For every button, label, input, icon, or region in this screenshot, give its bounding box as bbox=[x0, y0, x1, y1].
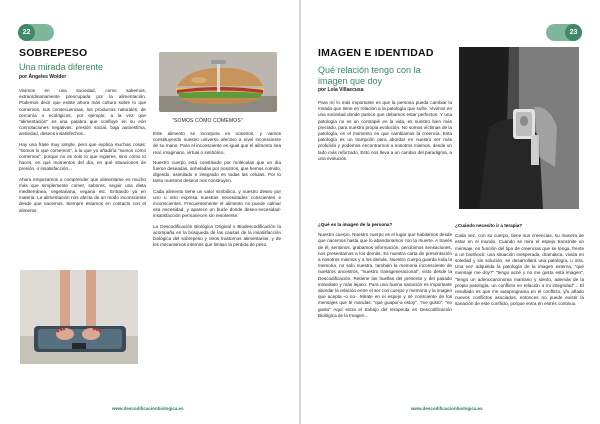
page-number: 22 bbox=[18, 24, 35, 41]
feet-on-scale-illustration bbox=[20, 270, 138, 364]
right-column-2 bbox=[455, 223, 584, 312]
paragraph: La Descodificación Biológica Original o Biodescodificación la acompaña en la búsqueda de las causas de la insatisfacción biológica del sobrepeso y otros trastornos alimentarios, y de los mecanismos internos que limitan la pérdida de peso. bbox=[153, 223, 281, 248]
question-heading: ¿Cuándo necesito ir a terapia? bbox=[455, 223, 523, 228]
intro-paragraph: Para mí lo más importante es que la persona pueda cambiar la mirada que tiene en relación a la patología que sufre. Vivimos en una sociedad donde parece que debamos estar perfectos. Y una patología no es un contrapié en la vida, es nuestro bien más preciado, para nuestra propia evolución. No somos víctimas de la patología, en el momento en que cambiamos la creencia. Esta patología es un trampolín para abordar en nuestro ser más profundo y podemos encontrarnos a nosotros mismos, desde un lado más reforzado. Esto nos lleva a un cambio del paradigma, a una evolución. bbox=[318, 100, 452, 161]
sandwich-illustration bbox=[159, 52, 277, 112]
author-byline: por Ángeles Wolder bbox=[19, 74, 67, 80]
section-title: SOBREPESO bbox=[19, 47, 88, 59]
right-page bbox=[301, 0, 600, 424]
footer-url[interactable]: www.descodificacionbiologica.es bbox=[112, 406, 184, 411]
paragraph: Nuestro cuerpo. Nuestro cuerpo es el lugar que habitamos desde que nacemos hasta que lo abandonamos con la muerte. A través de él, sentimos, grabamos información, percibimos sensaciones, nos presentamos a los demás. Es nuestra carta de presentación a nosotros mismos y a los demás. Nuestro cuerpo guarda toda la memoria, no solo nuestra, también la memoria inconsciente de nuestros ancestros, "nuestro transgeneracional", visto desde la Descodificación. Retiene las huellas del presente y del pasado inmediato y más lejano. Para una buena sanación es importante abordar la relación entre el ser con cuerpo y memoria y la imagen que acepta -o no-. Mirate en el espejo y sé consciente de los mensajes que te mandas: "qué guapo/-a estoy", "me gusto", "no gusto" Aquí entra el trabajo del terapeuta en Descodificación Biológica de la Imagen... bbox=[318, 232, 452, 318]
page-number: 23 bbox=[565, 24, 582, 41]
paragraph: Vivimos en una sociedad, como sabemos, extraordinariamente preocupada por la alimentación. Podemos decir que existe ahora más cultura sobre lo que comemos, sus consecuencias, los productos naturales, de cercanía o ecológicos, por ejemplo; a la vez que "alimentación" es una palabra que confluye en su eón connotaciones negativas: presión social, baja autoestima, ansiedad, deseos insatisfechos... bbox=[19, 88, 146, 137]
page-number-badge bbox=[18, 24, 54, 41]
paragraph: Cada alimento tiene un valor simbólico, y nuestro deseo por uno u otro expresa nuestras necesidades conscientes e inconscientes. Frecuentemente el alimento no puede calmar esa necesidad, y aparece un bucle donde deseo-necesidad-insatisfacción permanecen sin resolverse. bbox=[153, 188, 281, 219]
paragraph: Ahora empezamos a comprender que alimentarse es mucho más que simplemente comer, sabores, seguir una dieta mediterránea, vegetariana, vegana etc. Entrando ya en materia: La alimentación nos afecta de un modo inconsciente desde que nacemos. Siempre estamos en contacto con el alimento. bbox=[19, 176, 146, 213]
left-column-2 bbox=[153, 131, 281, 252]
footer-url[interactable]: www.descodificacionbiologica.es bbox=[411, 406, 483, 411]
woman-mirror-illustration bbox=[459, 47, 579, 209]
left-column-1 bbox=[19, 88, 146, 218]
article-title: Una mirada diferente bbox=[19, 62, 104, 72]
image-caption: "SOMOS CÓMO COMEMOS" bbox=[172, 118, 243, 124]
article-title: Qué relación tengo con la imagen que doy bbox=[318, 65, 421, 86]
left-page bbox=[0, 0, 299, 424]
question-heading: ¿Qué es la imagen de la persona? bbox=[318, 222, 393, 227]
page-number-badge bbox=[546, 24, 582, 41]
right-column-1 bbox=[318, 222, 452, 323]
paragraph: Nuestro cuerpo está constituido por moléculas que un día fueron deseadas, anheladas por nosotros, que hemos comido, digerido, asimilado e integrado en todas las células. Por lo tanto nuestros deseos nos construyen. bbox=[153, 159, 281, 184]
author-byline: por Lola Villaecusa bbox=[318, 87, 364, 93]
paragraph: Este alimento se incorpora en nosotros, y vamos constituyendo nuestro universo afectivo a nivel inconsciente de su mano. Para el inconsciente es igual que el alimento sea real, imaginario, virtual o simbólico. bbox=[153, 131, 281, 155]
paragraph: Cada vez, con su cuerpo, tiene sus creencias, su manera de estar en el mundo. Cuando se mira el espejo transmite un mensaje, en función del tipo de creencias que se tenga, frente a un bioshock: una situación inesperada, dramática, vivida en soledad y sin solución, se desarrollará una patología, u otra. Una vez adquirida la patología de la imagen externa, "qué mensaje me doy?" "tengo acné y no me gusta esta imagen", "tengo un adenocarcinoma mamario y siento, además de la propia patología, un conflicto en relación a mi integridad"... El resultado es que me autoprograma en el conflicto, y/o añado nuevos conflictos asociados, entonces no puede existir la sanación de este conflicto, porque entra en estrés continuo. bbox=[455, 233, 584, 307]
paragraph: Hay una frase muy simple, pero que explica muchas cosas: "somos lo que comemos", a la que yo añadiría "somos cómo comemos", porque no es solo lo que ingieres, sino cómo lo haces, en qué momentos del día, en qué situaciones de presión, o insatisfacción... bbox=[19, 141, 146, 172]
scale-photo bbox=[20, 270, 138, 364]
mirror-photo bbox=[459, 47, 579, 209]
sandwich-photo bbox=[159, 52, 277, 112]
section-title: IMAGEN E IDENTIDAD bbox=[318, 47, 434, 59]
